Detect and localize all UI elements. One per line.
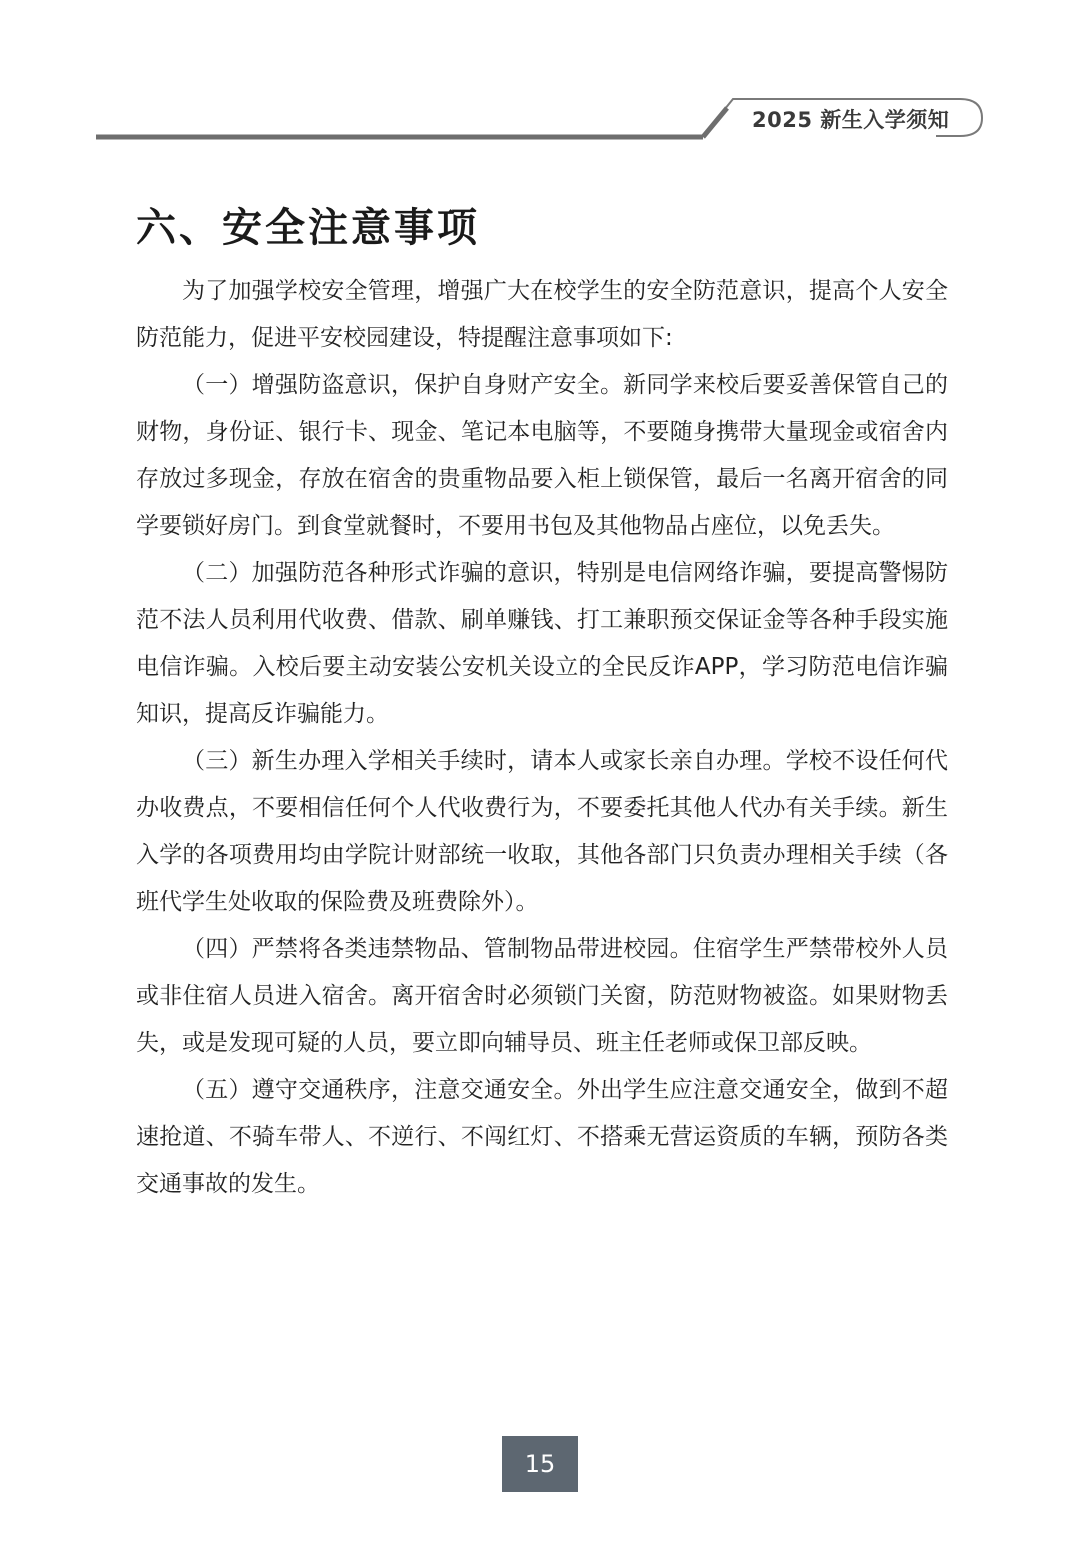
item-4-paragraph: （四）严禁将各类违禁物品、管制物品带进校园。住宿学生严禁带校外人员或非住宿人员进入宿舍。离开宿舍时必须锁门关窗，防范财物被盗。如果财物丢失，或是发现可疑的人员，要立即向辅导员、班主任老师或保卫部反映。 [136,936,948,1056]
page-number-box [502,1436,578,1492]
header-title: 2025 新生入学须知 [752,108,950,132]
page-number: 15 [524,1450,556,1478]
section-title: 六、安全注意事项 [136,205,480,251]
item-5-paragraph: （五）遵守交通秩序，注意交通安全。外出学生应注意交通安全，做到不超速抢道、不骑车带人、不逆行、不闯红灯、不搭乘无营运资质的车辆，预防各类交通事故的发生。 [136,1077,948,1197]
body-text [136,268,948,1208]
item-2-paragraph: （二）加强防范各种形式诈骗的意识，特别是电信网络诈骗，要提高警惕防范不法人员利用代收费、借款、刷单赚钱、打工兼职预交保证金等各种手段实施电信诈骗。入校后要主动安装公安机关设立的全民反诈APP，学习防范电信诈骗知识，提高反诈骗能力。 [136,560,948,727]
header-decoration [0,0,1080,160]
intro-paragraph: 为了加强学校安全管理，增强广大在校学生的安全防范意识，提高个人安全防范能力，促进平安校园建设，特提醒注意事项如下: [136,278,948,351]
item-1-paragraph: （一）增强防盗意识，保护自身财产安全。新同学来校后要妥善保管自己的财物，身份证、银行卡、现金、笔记本电脑等，不要随身携带大量现金或宿舍内存放过多现金，存放在宿舍的贵重物品要入柜上锁保管，最后一名离开宿舍的同学要锁好房门。到食堂就餐时，不要用书包及其他物品占座位，以免丢失。 [136,372,948,539]
item-3-paragraph: （三）新生办理入学相关手续时，请本人或家长亲自办理。学校不设任何代办收费点，不要相信任何个人代收费行为，不要委托其他人代办有关手续。新生入学的各项费用均由学院计财部统一收取，其他各部门只负责办理相关手续（各班代学生处收取的保险费及班费除外）。 [136,748,948,915]
header-rule-slant [703,108,727,137]
